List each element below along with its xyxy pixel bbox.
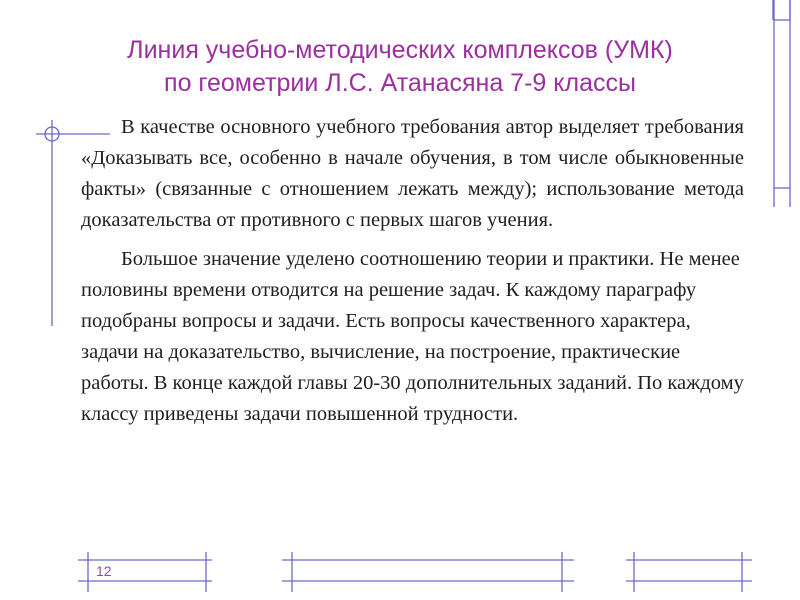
- slide-number: 12: [96, 563, 112, 579]
- paragraph-requirements: В качестве основного учебного требования автор выделяет требования «Доказывать все, особенно в начале обучения, в том числе обыкновенные факты» (связанные с отношением лежать между); использование метода доказательства от противного с первых шагов учения.: [81, 116, 744, 231]
- slide-title-line-1: Линия учебно-методических комплексов (УМК): [127, 36, 673, 64]
- slide-body: [81, 112, 744, 430]
- slide-title-line-2: по геометрии Л.С. Атанасяна 7-9 классы: [164, 69, 636, 97]
- slide-title: [40, 34, 760, 100]
- paragraph-theory-practice: Большое значение уделено соотношению теории и практики. Не менее половины времени отводится на решение задач. К каждому параграфу подобраны вопросы и задачи. Есть вопросы качественного характера, задачи на доказательство, вычисление, на построение, практические работы. В конце каждой главы 20-30 дополнительных заданий. По каждому классу приведены задачи повышенной трудности.: [81, 248, 744, 425]
